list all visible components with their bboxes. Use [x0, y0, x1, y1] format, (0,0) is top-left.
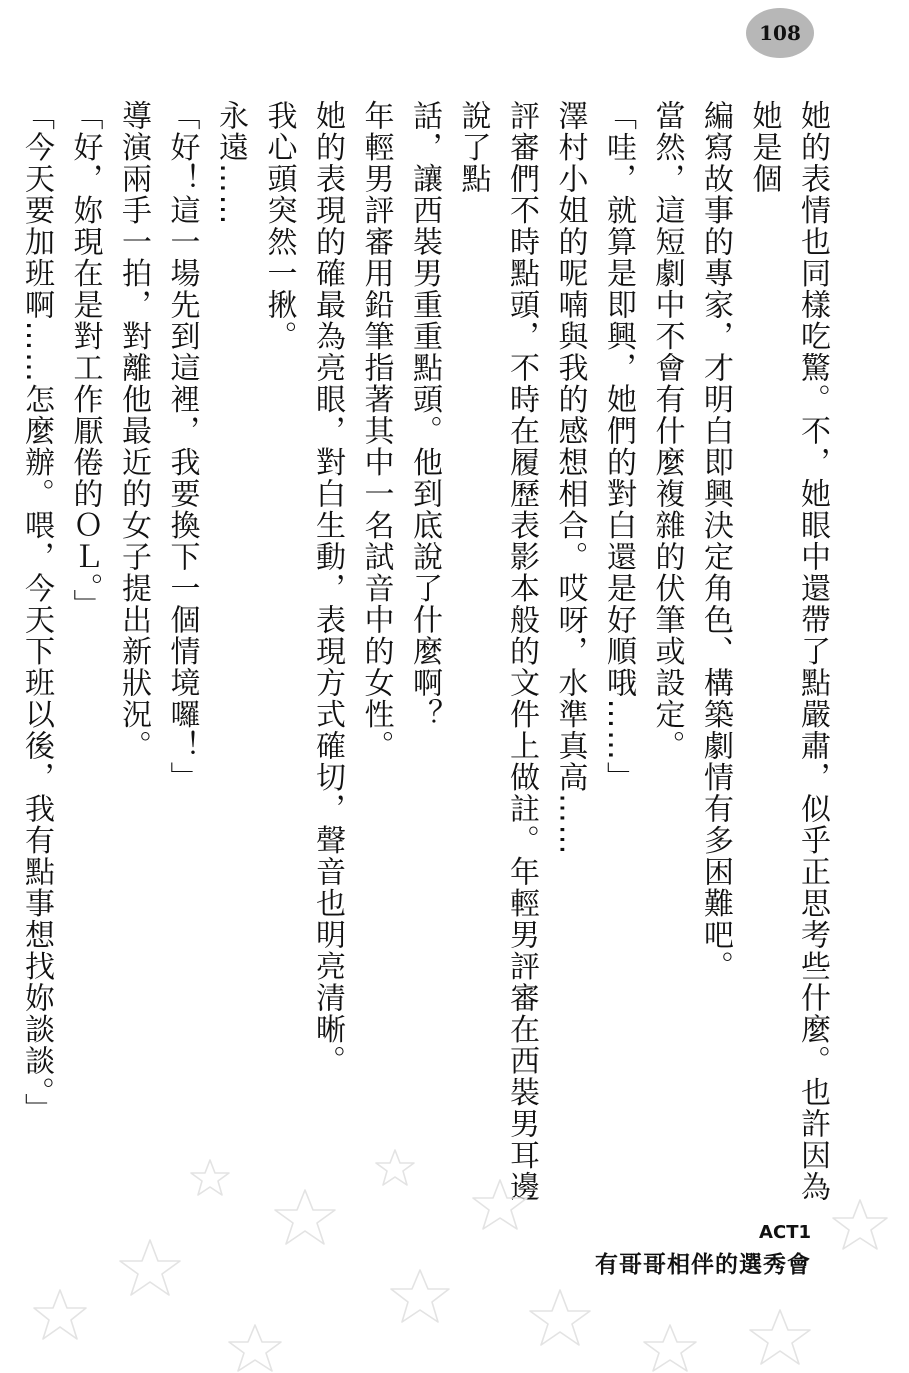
text-column: 她的表現的確最為亮眼，對白生動，表現方式確切，聲音也明亮清晰。: [310, 100, 345, 1077]
star-outline-icon: [376, 1150, 414, 1185]
page-number: 108: [759, 21, 801, 45]
footer-act-label: ACT1: [759, 1222, 811, 1243]
text-column: 編寫故事的專家，才明白即興決定角色、構築劇情有多困難吧。: [698, 100, 733, 982]
text-column: 話，讓西裝男重重點頭。他到底說了什麼啊？: [407, 100, 442, 730]
text-column: 她的表情也同樣吃驚。不，她眼中還帶了點嚴肅，似乎正思考些什麼。也許因為她是個: [746, 100, 830, 1203]
text-column: 「今天要加班啊……怎麼辦。喂，今天下班以後，我有點事想找妳談談。」: [19, 100, 54, 1125]
text-column: 澤村小姐的呢喃與我的感想相合。哎呀，水準真高……: [552, 100, 588, 856]
star-outline-icon: [644, 1325, 696, 1371]
text-column: 年輕男評審用鉛筆指著其中一名試音中的女性。: [358, 100, 394, 762]
text-column: 「好，妳現在是對工作厭倦的ＯＬ。」: [67, 100, 103, 621]
star-outline-icon: [391, 1270, 449, 1322]
star-outline-icon: [275, 1190, 335, 1244]
star-outline-icon: [229, 1325, 281, 1371]
star-outline-icon: [191, 1160, 229, 1195]
text-column: 評審們不時點頭，不時在履歷表影本般的文件上做註。年輕男評審在西裝男耳邊說了點: [455, 100, 539, 1203]
star-outline-icon: [473, 1180, 527, 1229]
text-column: 當然，這短劇中不會有什麼複雜的伏筆或設定。: [649, 100, 685, 762]
star-outline-icon: [120, 1240, 180, 1295]
star-outline-icon: [750, 1310, 810, 1364]
star-outline-icon: [530, 1290, 590, 1345]
footer-chapter-title: 有哥哥相伴的選秀會: [595, 1252, 811, 1278]
star-outline-icon: [833, 1200, 887, 1249]
text-column: 「好！這一場先到這裡，我要換下一個情境囉！」: [164, 100, 200, 793]
page-number-badge: [746, 8, 814, 58]
star-decoration: [0, 1040, 909, 1373]
text-column: 導演兩手一拍，對離他最近的女子提出新狀況。: [116, 100, 151, 762]
star-outline-icon: [34, 1290, 86, 1339]
text-column: 我心頭突然一揪。: [261, 100, 297, 352]
text-column: 永遠……: [213, 100, 248, 226]
text-column: 「哇，就算是即興，她們的對白還是好順哦……」: [601, 100, 636, 793]
